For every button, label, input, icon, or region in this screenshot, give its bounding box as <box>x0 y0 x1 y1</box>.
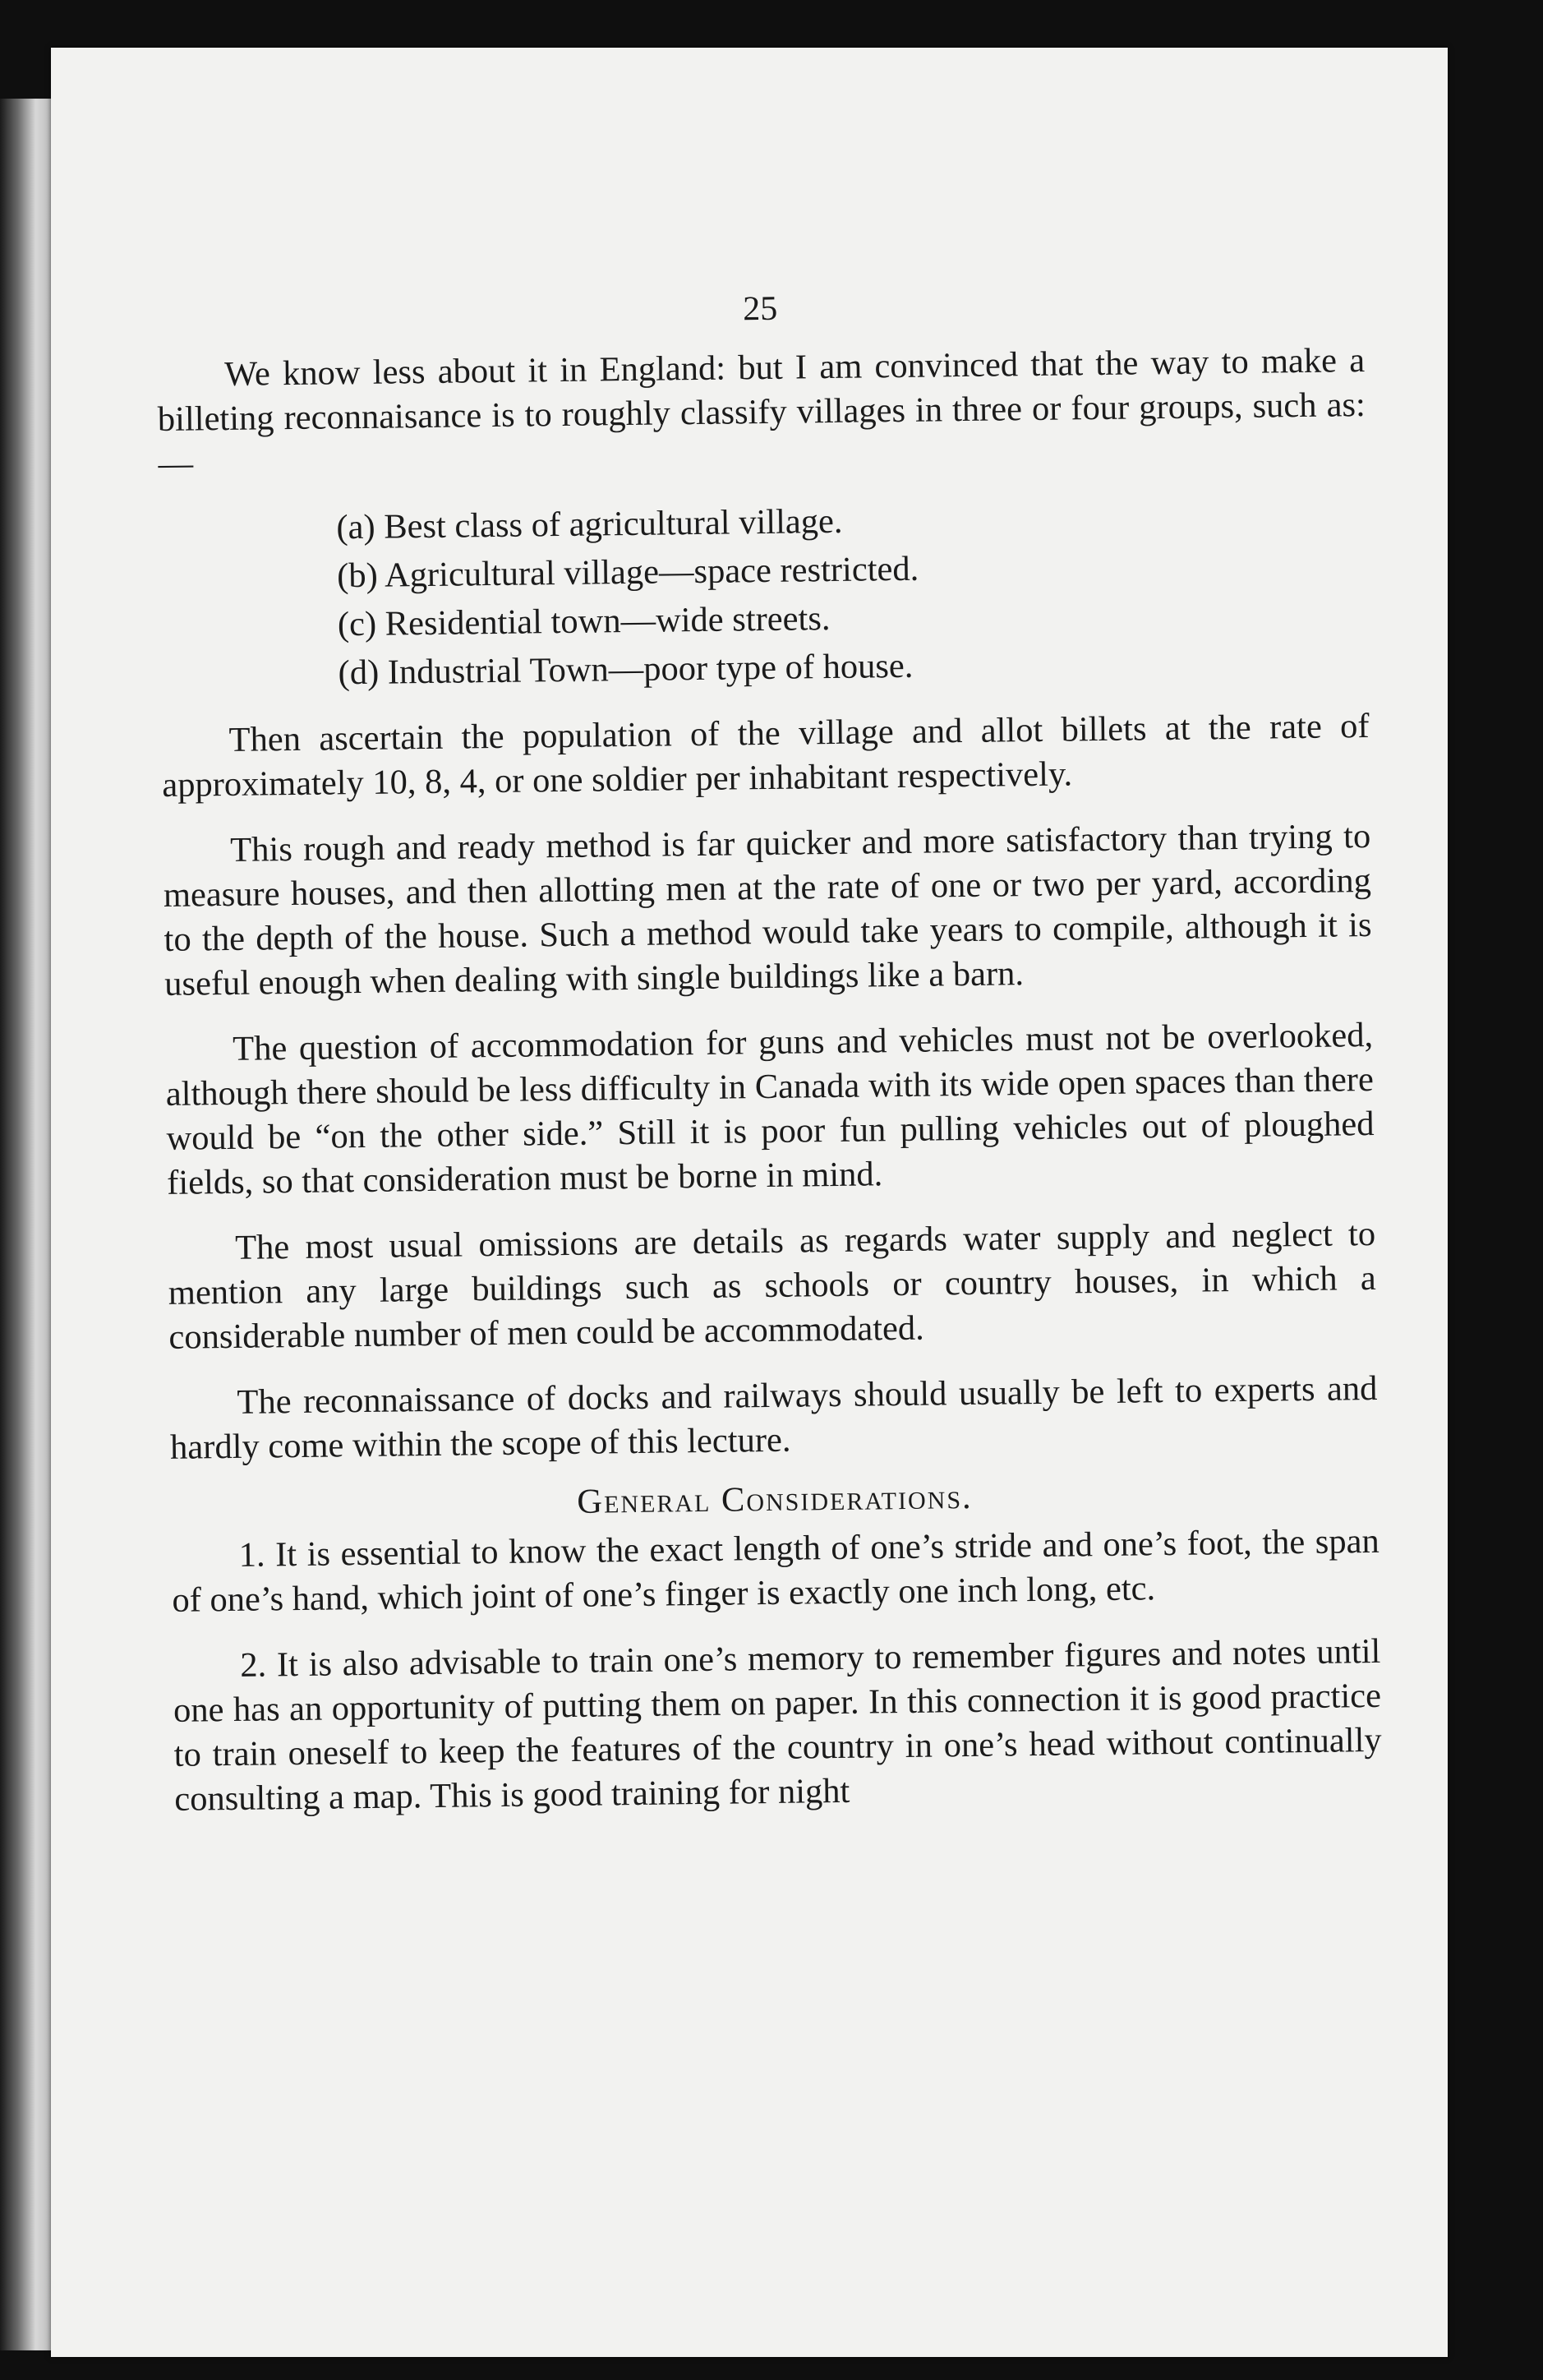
page-number: 25 <box>742 289 778 329</box>
adjacent-page-edge <box>0 99 51 2350</box>
omissions-paragraph: The most usual omissions are details as regards water supply and neglect to mention any large buildings such as schools or country houses, in which a considerable number of men could be accommodated. <box>168 1214 1377 1357</box>
docks-paragraph: The reconnaissance of docks and railways should usually be left to experts and hardly come within the scope of this lecture. <box>169 1368 1378 1467</box>
consideration-item: 2. It is also advisable to train one’s memory to remember figures and notes until one has an opportunity of putting them on paper. In this connection it is good practice to train oneself to keep the features of the country in one’s head without continually consulting a map. This is good training for night <box>173 1631 1382 1819</box>
list-item: (d) Industrial Town—poor type of house. <box>338 646 914 693</box>
population-paragraph: Then ascertain the population of the village and allot billets at the rate of approximately 10, 8, 4, or one soldier per inhabitant respectively. <box>162 707 1370 805</box>
book-page <box>51 48 1448 2357</box>
page-text-block <box>156 279 1383 1843</box>
accommodation-paragraph: The question of accommodation for guns and vehicles must not be overlooked, although there should be less difficulty in Canada with its wide open spaces than there would be “on the other side.” Still it is poor fun pulling vehicles out of ploughed fields, so that consideration must be borne in mind. <box>165 1015 1375 1202</box>
method-paragraph: This rough and ready method is far quicker and more satisfactory than trying to measure houses, and then allotting men at the rate of one or two per yard, according to the depth of the house. Such a method would take years to compile, although it is useful enough when dealing with single buildings like a barn. <box>163 816 1372 1003</box>
village-classification-list <box>159 493 1369 698</box>
section-heading: General Considerations. <box>577 1477 973 1521</box>
list-item: (c) Residential town—wide streets. <box>337 599 831 644</box>
intro-paragraph: We know less about it in England: but I am convinced that the way to make a billeting reconnaisance is to roughly classify villages in three or four groups, such as:— <box>157 341 1366 483</box>
consideration-item: 1. It is essential to know the exact length of one’s stride and one’s foot, the span of one’s hand, which joint of one’s finger is exactly one inch long, etc. <box>172 1521 1379 1620</box>
list-item: (b) Agricultural village—space restricted. <box>336 549 919 596</box>
list-item: (a) Best class of agricultural village. <box>336 501 843 547</box>
